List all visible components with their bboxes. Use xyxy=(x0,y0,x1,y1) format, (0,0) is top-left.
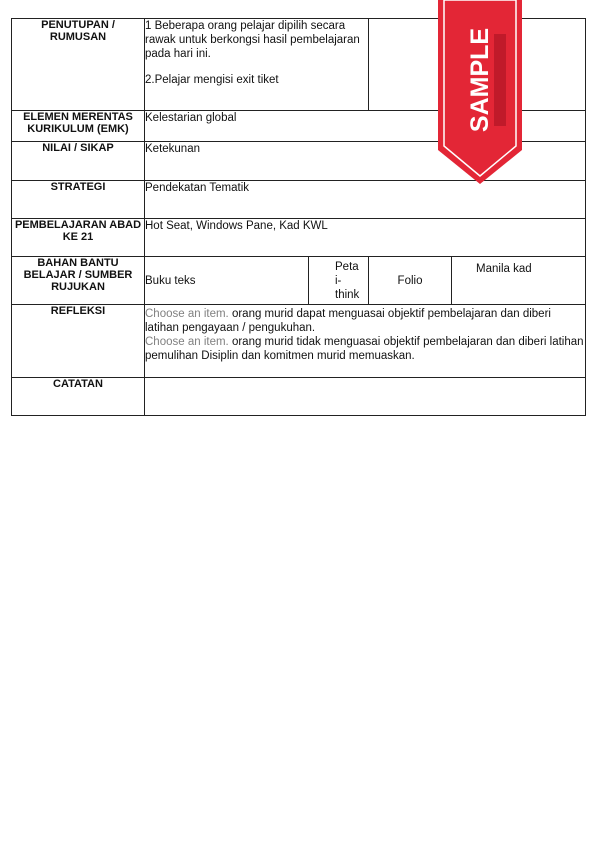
bbm-item-4[interactable]: Manila kad xyxy=(452,257,586,305)
label-pak21: PEMBELAJARAN ABAD KE 21 xyxy=(12,219,145,257)
label-nilai: NILAI / SIKAP xyxy=(12,142,145,181)
row-strategi xyxy=(12,181,586,219)
pak21-value[interactable]: Hot Seat, Windows Pane, Kad KWL xyxy=(145,219,586,257)
penutupan-line-2: 2.Pelajar mengisi exit tiket xyxy=(145,74,279,86)
row-bbm xyxy=(12,257,586,305)
bbm-item-2[interactable]: Peta i-think xyxy=(309,257,369,305)
refleksi-paragraph-1 xyxy=(145,307,585,335)
penutupan-line-1: 1 Beberapa orang pelajar dipilih secara rawak untuk berkongsi hasil pembelajaran pada hari ini. xyxy=(145,20,360,60)
refleksi-text-1: orang murid dapat menguasai objektif pembelajaran dan diberi latihan pengayaan / pengukuhan. xyxy=(145,308,551,334)
nilai-value[interactable]: Ketekunan xyxy=(145,142,586,181)
strategi-value[interactable]: Pendekatan Tematik xyxy=(145,181,586,219)
row-catatan xyxy=(12,378,586,416)
watermark-text: SAMPLE xyxy=(466,27,494,133)
label-emk: ELEMEN MERENTAS KURIKULUM (EMK) xyxy=(12,111,145,142)
label-bbm: BAHAN BANTU BELAJAR / SUMBER RUJUKAN xyxy=(12,257,145,305)
catatan-value[interactable] xyxy=(145,378,586,416)
row-refleksi xyxy=(12,305,586,378)
emk-value[interactable]: Kelestarian global xyxy=(145,111,586,142)
penutupan-content[interactable] xyxy=(145,19,369,111)
sample-watermark xyxy=(438,0,522,184)
label-refleksi: REFLEKSI xyxy=(12,305,145,378)
label-catatan: CATATAN xyxy=(12,378,145,416)
label-penutupan: PENUTUPAN / RUMUSAN xyxy=(12,19,145,111)
row-pak21 xyxy=(12,219,586,257)
watermark-stripe xyxy=(494,34,506,126)
refleksi-content[interactable] xyxy=(145,305,586,378)
refleksi-dropdown-1[interactable]: Choose an item. xyxy=(145,308,229,320)
label-strategi: STRATEGI xyxy=(12,181,145,219)
refleksi-dropdown-2[interactable]: Choose an item. xyxy=(145,336,229,348)
refleksi-paragraph-2 xyxy=(145,335,585,363)
refleksi-text-2: orang murid tidak menguasai objektif pembelajaran dan diberi latihan pemulihan Disiplin dan komitmen murid memuaskan. xyxy=(145,336,584,362)
bbm-item-3[interactable]: Folio xyxy=(369,257,452,305)
bbm-item-1[interactable]: Buku teks xyxy=(145,257,309,305)
